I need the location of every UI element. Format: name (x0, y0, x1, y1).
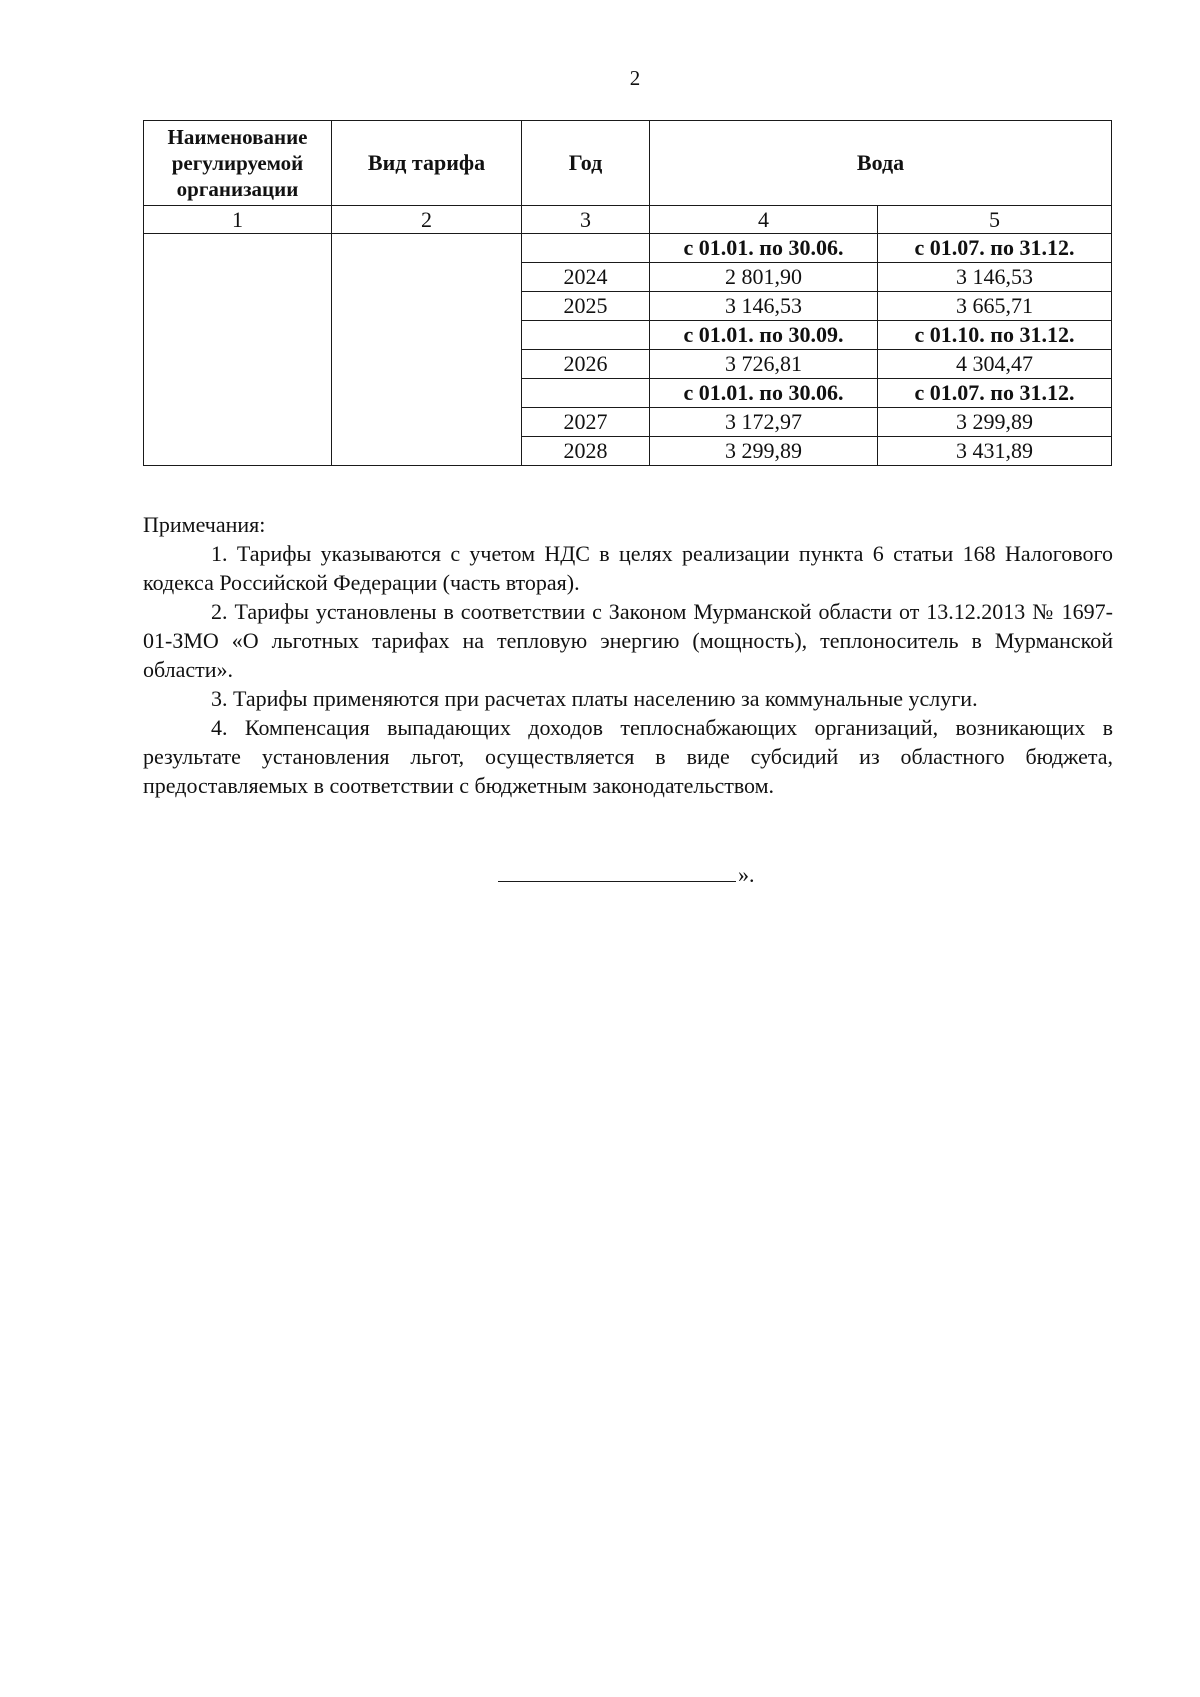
tariff-value-cell: 3 726,81 (650, 350, 878, 379)
tariff-value-cell: 2 801,90 (650, 263, 878, 292)
closing-mark (498, 862, 755, 888)
notes-section (143, 510, 1113, 800)
note-item: 2. Тарифы установлены в соответствии с Законом Мурманской области от 13.12.2013 № 1697-01-ЗМО «О льготных тарифах на тепловую энергию (мощность), теплоноситель в Мурманской области». (143, 599, 1113, 682)
header-tariff-type: Вид тарифа (332, 121, 522, 206)
column-number-row (144, 206, 1112, 234)
header-org-name: Наименование регулируемой организации (144, 121, 332, 206)
period-cell: с 01.01. по 30.06. (650, 234, 878, 263)
header-water: Вода (650, 121, 1112, 206)
note-item: 3. Тарифы применяются при расчетах платы населению за коммунальные услуги. (211, 686, 978, 711)
tariff-value-cell: 3 299,89 (878, 408, 1112, 437)
column-number: 5 (878, 206, 1112, 234)
tariff-value-cell: 3 665,71 (878, 292, 1112, 321)
year-cell: 2025 (522, 292, 650, 321)
year-cell: 2024 (522, 263, 650, 292)
tariff-value-cell: 3 146,53 (650, 292, 878, 321)
tariff-value-cell: 3 299,89 (650, 437, 878, 466)
period-cell: с 01.07. по 31.12. (878, 234, 1112, 263)
tariff-value-cell: 3 172,97 (650, 408, 878, 437)
year-cell: 2027 (522, 408, 650, 437)
closing-quote: ». (738, 862, 755, 887)
period-cell: с 01.01. по 30.06. (650, 379, 878, 408)
tariff-value-cell: 3 431,89 (878, 437, 1112, 466)
tariff-table (143, 120, 1112, 466)
table-header-row (144, 121, 1112, 206)
tariff-value-cell: 4 304,47 (878, 350, 1112, 379)
column-number: 2 (332, 206, 522, 234)
closing-underline (498, 863, 736, 882)
tariff-value-cell: 3 146,53 (878, 263, 1112, 292)
period-cell: с 01.10. по 31.12. (878, 321, 1112, 350)
note-item: 1. Тарифы указываются с учетом НДС в целях реализации пункта 6 статьи 168 Налогового кодекса Российской Федерации (часть вторая). (143, 541, 1113, 595)
year-cell (522, 234, 650, 263)
note-item: 4. Компенсация выпадающих доходов теплоснабжающих организаций, возникающих в результате установления льгот, осуществляется в виде субсидий из областного бюджета, предоставляемых в соответствии с бюджетным законодательством. (143, 715, 1113, 798)
column-number: 1 (144, 206, 332, 234)
tariff-type-cell (332, 234, 522, 466)
column-number: 4 (650, 206, 878, 234)
period-cell: с 01.07. по 31.12. (878, 379, 1112, 408)
page-number: 2 (629, 66, 641, 90)
period-cell: с 01.01. по 30.09. (650, 321, 878, 350)
year-cell (522, 379, 650, 408)
column-number: 3 (522, 206, 650, 234)
header-year: Год (522, 121, 650, 206)
year-cell: 2026 (522, 350, 650, 379)
notes-title: Примечания: (143, 512, 266, 537)
year-cell (522, 321, 650, 350)
year-cell: 2028 (522, 437, 650, 466)
org-name-cell (144, 234, 332, 466)
table-row (144, 234, 1112, 263)
